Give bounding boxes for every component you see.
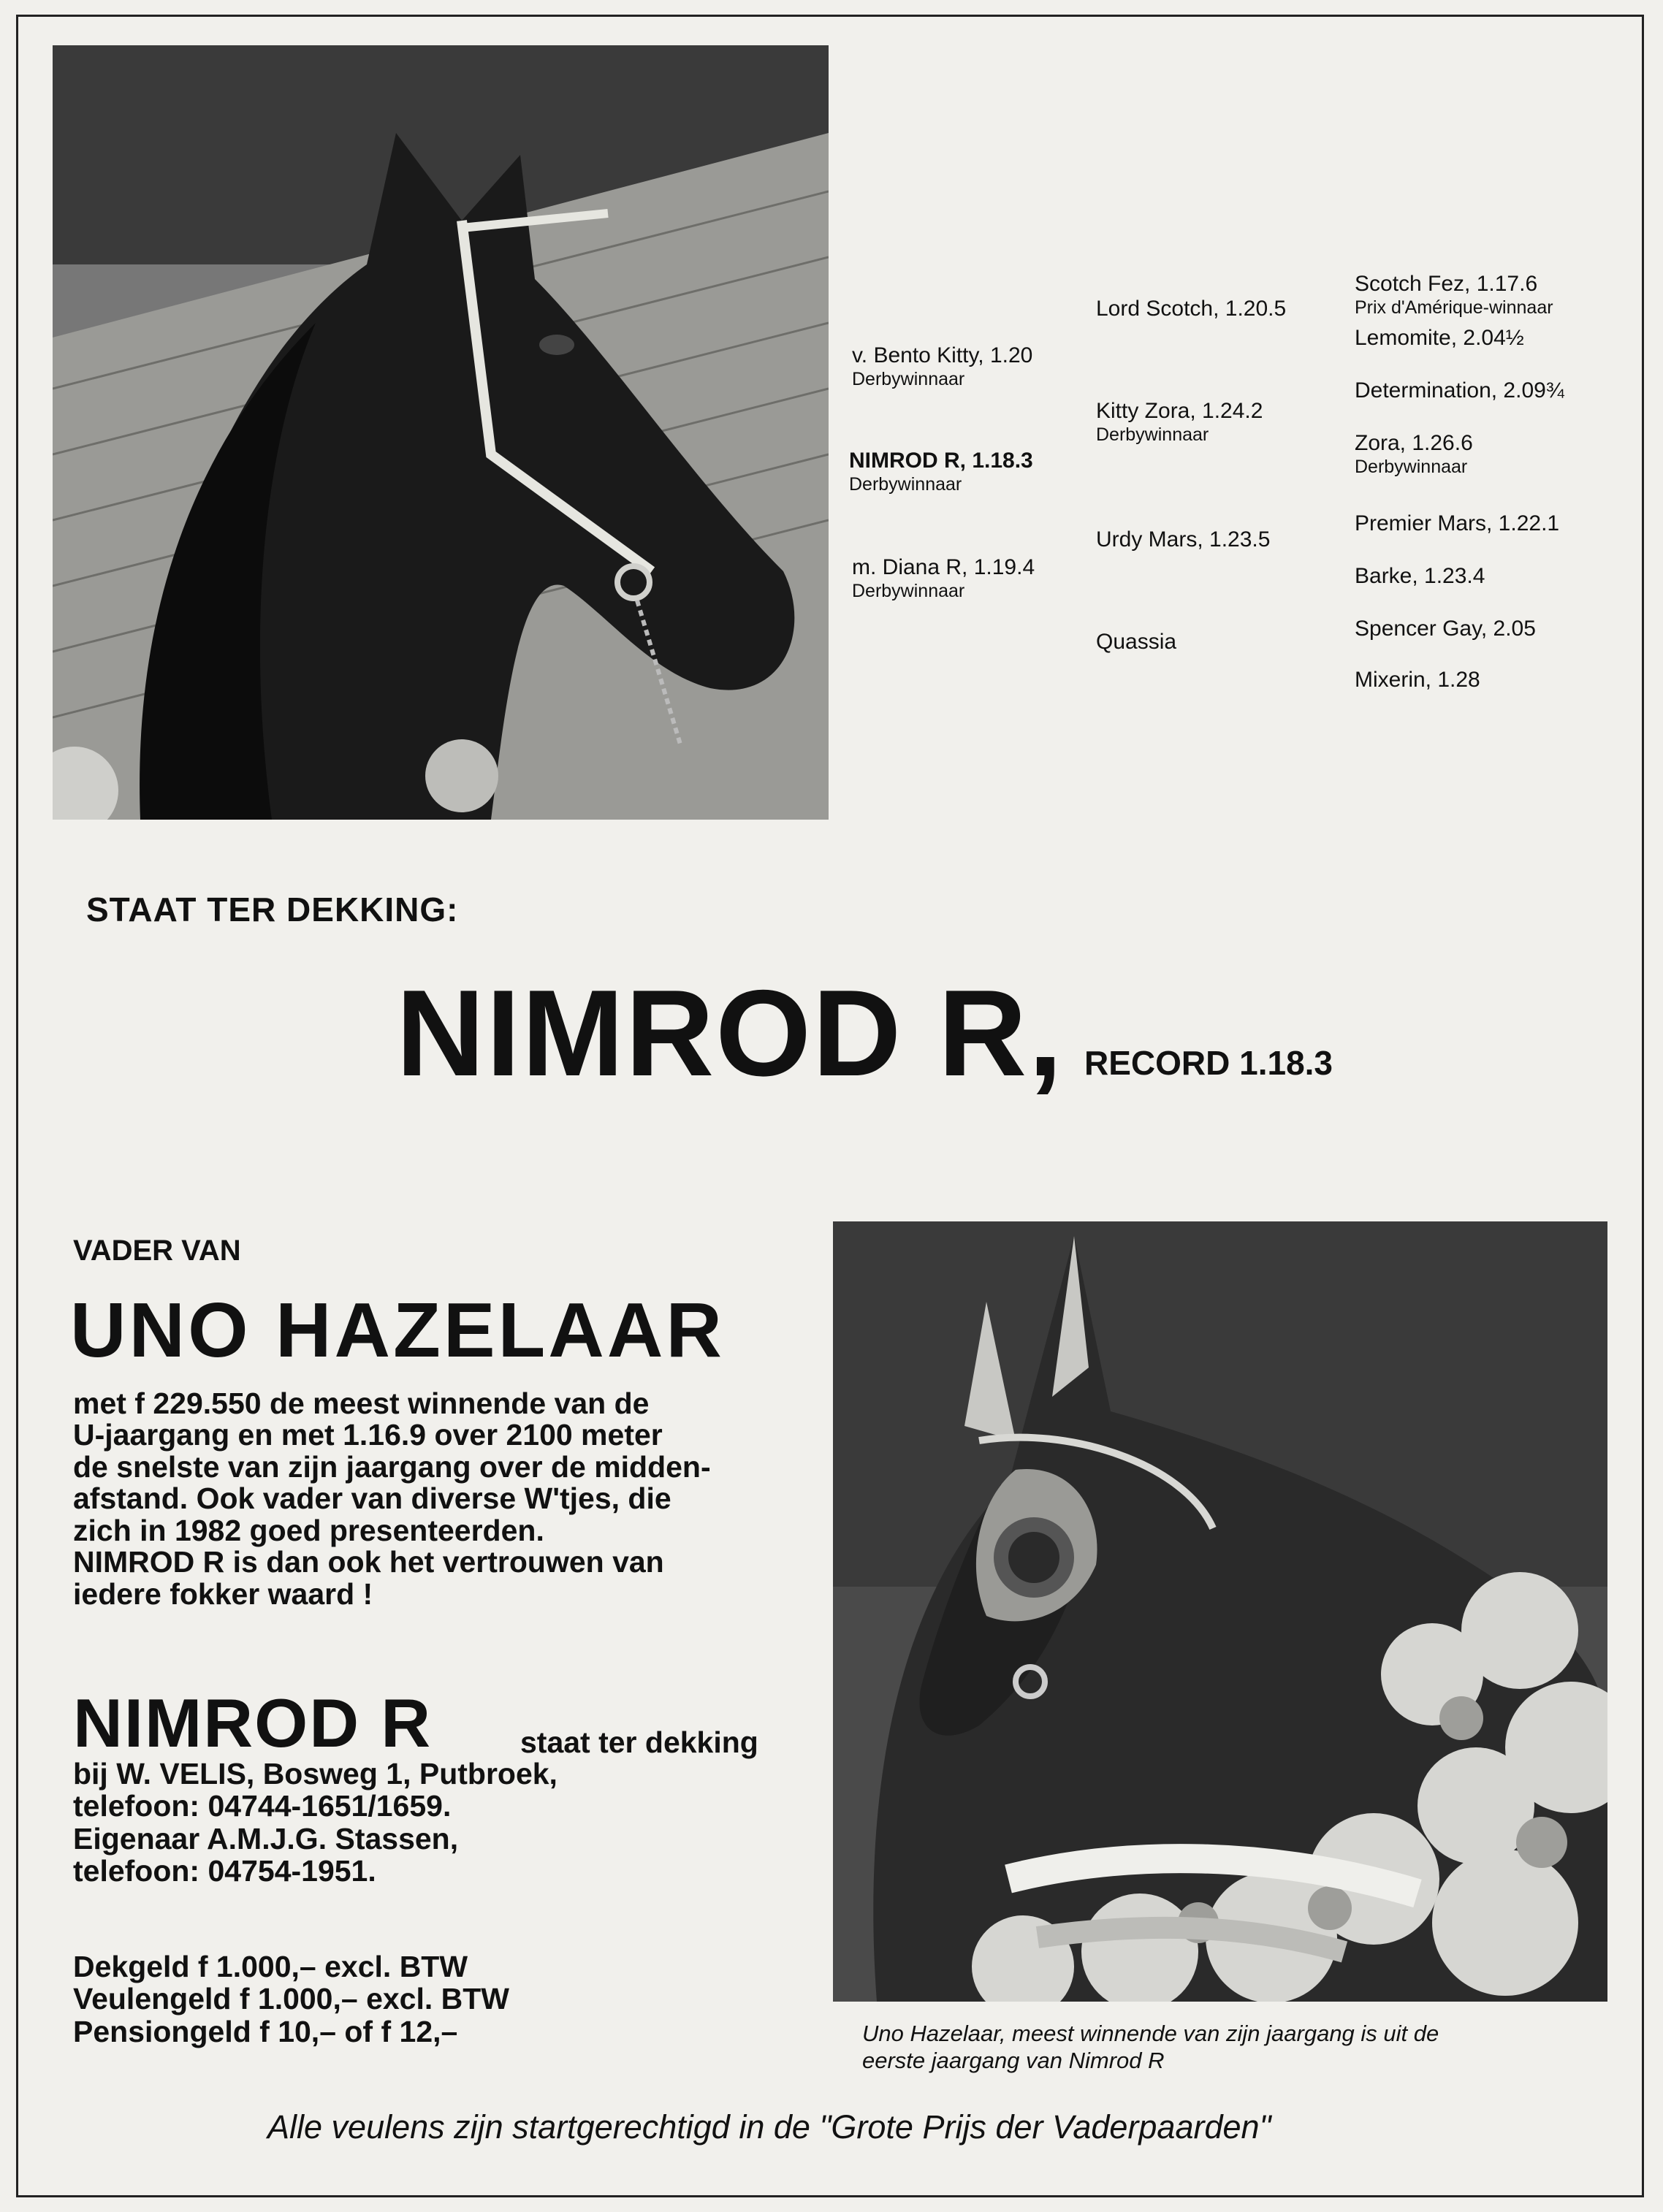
- uno-hazelaar-title: UNO HAZELAAR: [70, 1287, 725, 1373]
- pedigree-quassia: Quassia: [1096, 630, 1177, 654]
- description-text: [73, 1388, 804, 1610]
- contact-line: telefoon: 04744-1651/1659.: [73, 1789, 452, 1823]
- contact-line: Eigenaar A.M.J.G. Stassen,: [73, 1821, 459, 1856]
- description-line: de snelste van zijn jaargang over de midden-: [73, 1449, 711, 1484]
- scotch-fez-note: Prix d'Amérique-winnaar: [1355, 297, 1553, 318]
- caption-line: Uno Hazelaar, meest winnende van zijn jaargang is uit de: [862, 2021, 1439, 2046]
- pedigree-urdy-mars: Urdy Mars, 1.23.5: [1096, 527, 1271, 552]
- zora-note: Derbywinnaar: [1355, 456, 1468, 477]
- pedigree-barke: Barke, 1.23.4: [1355, 564, 1485, 588]
- horse-portrait-photo: [53, 45, 829, 820]
- kitty-zora-name: Kitty Zora, 1.24.2: [1096, 399, 1263, 423]
- description-line: zich in 1982 goed presenteerden.: [73, 1513, 544, 1547]
- description-line: met f 229.550 de meest winnende van de: [73, 1387, 650, 1420]
- vader-van-label: VADER VAN: [73, 1235, 241, 1267]
- pedigree-mixerin: Mixerin, 1.28: [1355, 668, 1480, 692]
- description-line: afstand. Ook vader van diverse W'tjes, die: [73, 1481, 671, 1516]
- photo-caption: [862, 2021, 1607, 2074]
- description-line: U-jaargang en met 1.16.9 over 2100 meter: [73, 1418, 663, 1452]
- contact-info: [73, 1758, 557, 1887]
- pedigree-spencer-gay: Spencer Gay, 2.05: [1355, 617, 1536, 641]
- caption-line: eerste jaargang van Nimrod R: [862, 2047, 1165, 2073]
- contact-line: telefoon: 04754-1951.: [73, 1853, 376, 1888]
- nimrod-title: NIMROD R,: [396, 964, 1064, 1102]
- uno-hazelaar-photo: [833, 1221, 1607, 2002]
- pedigree-lemomite: Lemomite, 2.04½: [1355, 326, 1524, 350]
- sire-name: v. Bento Kitty, 1.20: [852, 343, 1033, 367]
- pedigree-kitty-zora: [1096, 399, 1263, 445]
- horse-note: Derbywinnaar: [849, 473, 962, 495]
- pedigree-lord-scotch: Lord Scotch, 1.20.5: [1096, 297, 1287, 321]
- staat-ter-dekking-small: staat ter dekking: [520, 1725, 758, 1759]
- scotch-fez-name: Scotch Fez, 1.17.6: [1355, 272, 1538, 296]
- contact-line: bij W. VELIS, Bosweg 1, Putbroek,: [73, 1757, 557, 1790]
- pedigree-dam: [852, 555, 1035, 601]
- fee-line: Pensiongeld f 10,– of f 12,–: [73, 2014, 458, 2048]
- pedigree-premier-mars: Premier Mars, 1.22.1: [1355, 511, 1560, 535]
- description-line: iedere fokker waard !: [73, 1576, 373, 1611]
- pedigree-scotch-fez: [1355, 272, 1553, 318]
- dam-name: m. Diana R, 1.19.4: [852, 555, 1035, 579]
- fee-line: Veulengeld f 1.000,– excl. BTW: [73, 1982, 510, 2016]
- pedigree-determination: Determination, 2.09¾: [1355, 378, 1564, 403]
- dam-note: Derbywinnaar: [852, 580, 965, 601]
- footer-note: Alle veulens zijn startgerechtigd in de "Grote Prijs der Vaderpaarden": [267, 2108, 1271, 2146]
- staat-ter-dekking-heading: STAAT TER DEKKING:: [86, 890, 459, 928]
- horse-name: NIMROD R, 1.18.3: [849, 449, 1033, 473]
- nimrod-subtitle: NIMROD R: [73, 1685, 433, 1761]
- zora-name: Zora, 1.26.6: [1355, 431, 1473, 455]
- pedigree-zora: [1355, 431, 1473, 477]
- description-line: NIMROD R is dan ook het vertrouwen van: [73, 1545, 664, 1579]
- sire-note: Derbywinnaar: [852, 368, 965, 389]
- record-label: RECORD 1.18.3: [1084, 1044, 1333, 1082]
- fee-line: Dekgeld f 1.000,– excl. BTW: [73, 1950, 468, 1983]
- pedigree-sire: [852, 343, 1032, 389]
- fees-list: [73, 1950, 509, 2048]
- kitty-zora-note: Derbywinnaar: [1096, 424, 1209, 445]
- pedigree-horse: [849, 449, 1033, 495]
